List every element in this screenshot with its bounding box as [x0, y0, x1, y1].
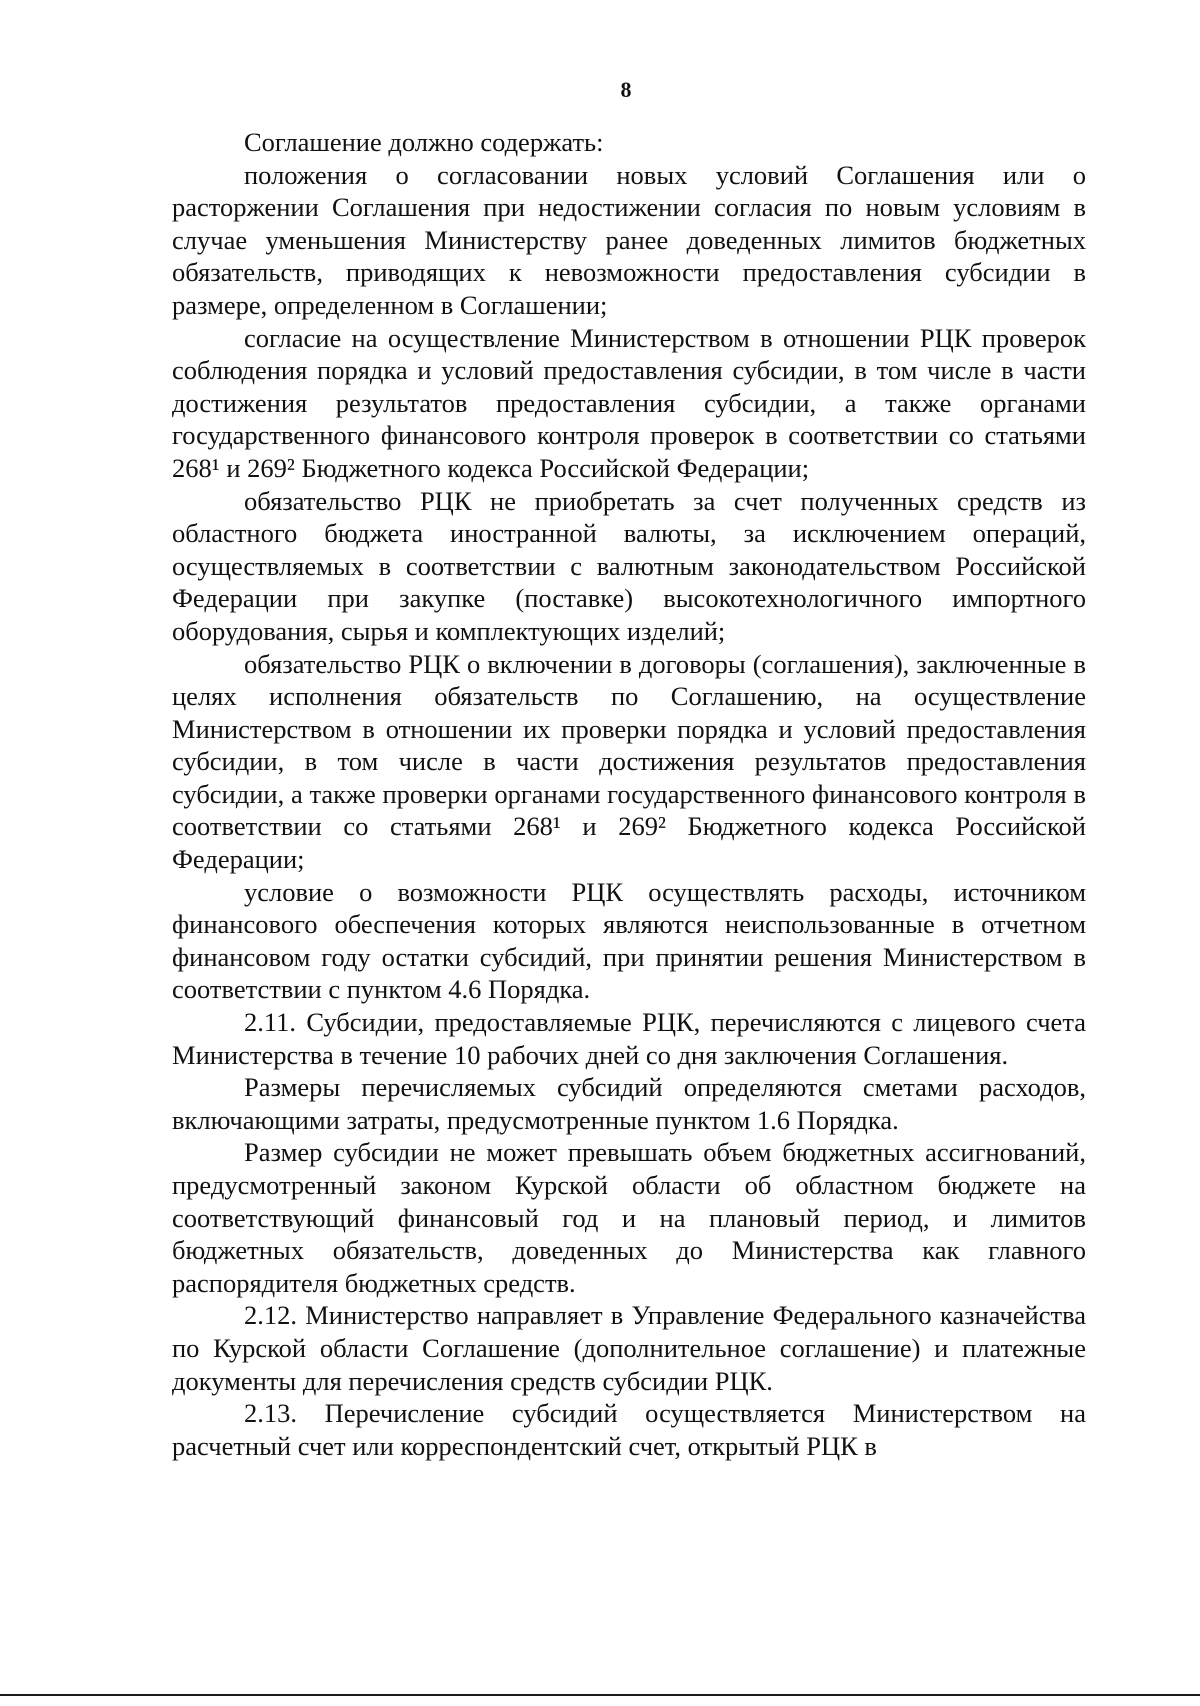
paragraph-clause-2-12: 2.12. Министерство направляет в Управление Федерального казначейства по Курской области Соглашение (дополнительное соглашение) и платежные документы для перечисления средств субсидии РЦК. — [172, 1300, 1086, 1396]
paragraph-agreement-terms: положения о согласовании новых условий Соглашения или о расторжении Соглашения при недостижении согласия по новым условиям в случае уменьшения Министерству ранее доведенных лимитов бюджетных обязательств, приводящих к невозможности предоставления субсидии в размере, определенном в Соглашении; — [172, 159, 1086, 320]
paragraph-subsidy-limit: Размер субсидии не может превышать объем бюджетных ассигнований, предусмотренный законом Курской области об областном бюджете на соответствующий финансовый год и на плановый период, и лимитов бюджетных обязательств, доведенных до Министерства как главного распорядителя бюджетных средств. — [172, 1137, 1086, 1298]
paragraph-consent-inspections: согласие на осуществление Министерством в отношении РЦК проверок соблюдения порядка и условий предоставления субсидии, в том числе в части достижения результатов предоставления субсидии, а также органами государственного финансового контроля проверок в соответствии со статьями 268¹ и 269² Бюджетного кодекса Российской Федерации; — [172, 322, 1086, 483]
scan-edge-line — [0, 1694, 1200, 1696]
paragraph-contract-inclusion: обязательство РЦК о включении в договоры (соглашения), заключенные в целях исполнения обязательств по Соглашению, на осуществление Министерством в отношении их проверки порядка и условий предоставления субсидии, в том числе в части достижения результатов предоставления субсидии, а также проверки органами государственного финансового контроля в соответствии со статьями 268¹ и 269² Бюджетного кодекса Российской Федерации; — [172, 648, 1086, 875]
page-number: 8 — [620, 77, 632, 102]
paragraph-clause-2-11: 2.11. Субсидии, предоставляемые РЦК, перечисляются с лицевого счета Министерства в течение 10 рабочих дней со дня заключения Соглашения. — [172, 1007, 1086, 1070]
paragraph-expense-condition: условие о возможности РЦК осуществлять расходы, источником финансового обеспечения которых являются неиспользованные в отчетном финансовом году остатки субсидий, при принятии решения Министерством в соответствии с пунктом 4.6 Порядка. — [172, 876, 1086, 1005]
document-body — [172, 126, 1086, 1462]
paragraph-intro: Соглашение должно содержать: — [244, 127, 604, 157]
paragraph-currency-obligation: обязательство РЦК не приобретать за счет полученных средств из областного бюджета иностранной валюты, за исключением операций, осуществляемых в соответствии с валютным законодательством Российской Федерации при закупке (поставке) высокотехнологичного импортного оборудования, сырья и комплектующих изделий; — [172, 485, 1086, 646]
paragraph-subsidy-amounts: Размеры перечисляемых субсидий определяются сметами расходов, включающими затраты, предусмотренные пунктом 1.6 Порядка. — [172, 1072, 1086, 1135]
paragraph-clause-2-13: 2.13. Перечисление субсидий осуществляется Министерством на расчетный счет или корреспондентский счет, открытый РЦК в — [172, 1398, 1086, 1461]
